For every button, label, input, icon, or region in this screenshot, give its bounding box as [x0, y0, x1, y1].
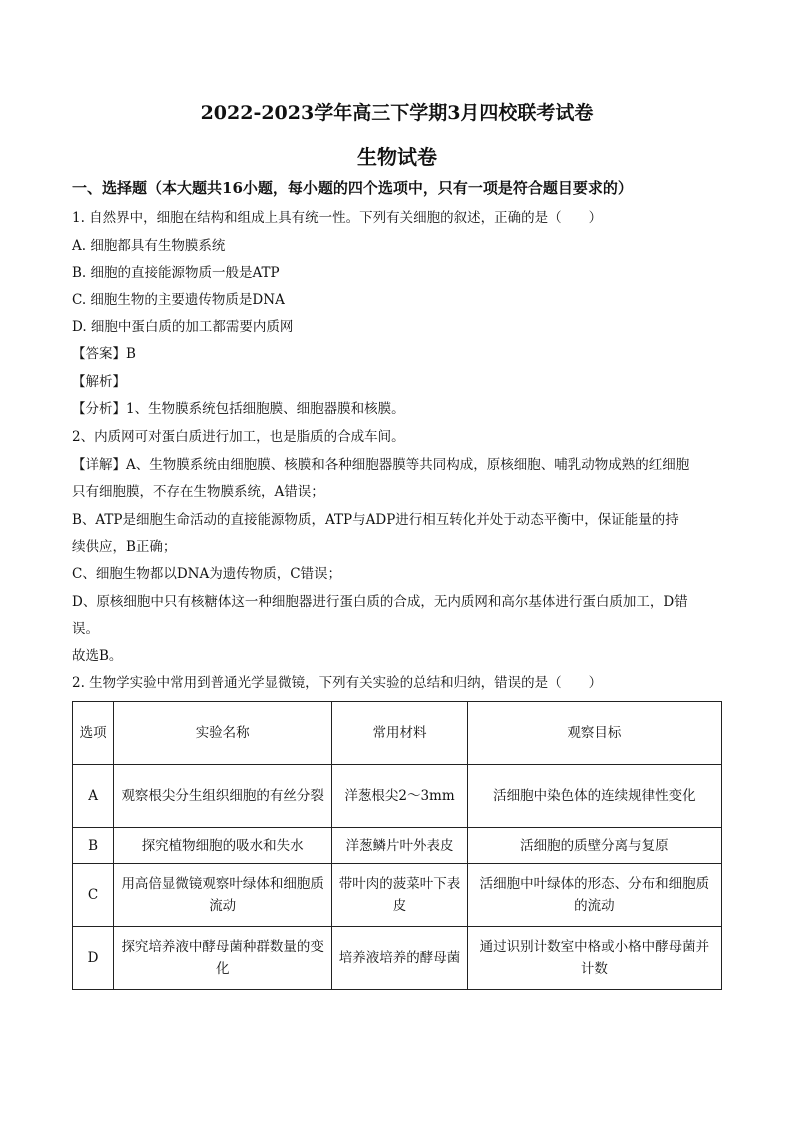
table-cell: 用高倍显微镜观察叶绿体和细胞质流动	[114, 864, 332, 927]
q1-explanation-line: D、原核细胞中只有核糖体这一种细胞器进行蛋白质的合成，无内质网和高尔基体进行蛋白质加工，D错	[72, 594, 688, 610]
table-cell: 活细胞的质壁分离与复原	[467, 828, 721, 864]
table-cell: 活细胞中染色体的连续规律性变化	[467, 765, 721, 828]
q1-conclusion: 故选B。	[72, 648, 123, 664]
q1-explanation-line: 误。	[72, 621, 99, 637]
table-row	[73, 828, 722, 864]
table-header-experiment: 实验名称	[114, 702, 332, 765]
q1-explanation-line: 续供应，B正确；	[72, 539, 177, 555]
q1-option-c: C. 细胞生物的主要遗传物质是DNA	[72, 292, 285, 308]
q1-answer: 【答案】B	[72, 346, 136, 362]
table-header-material: 常用材料	[332, 702, 468, 765]
table-cell: 洋葱根尖2～3mm	[332, 765, 468, 828]
q1-explanation-line: C、细胞生物都以DNA为遗传物质，C错误；	[72, 566, 342, 582]
table-cell: 活细胞中叶绿体的形态、分布和细胞质的流动	[467, 864, 721, 927]
table-cell: A	[73, 765, 114, 828]
q1-explanation-line: 只有细胞膜，不存在生物膜系统，A错误；	[72, 484, 325, 500]
q2-stem: 2. 生物学实验中常用到普通光学显微镜，下列有关实验的总结和归纳，错误的是（ ）	[72, 675, 603, 691]
q1-option-d: D. 细胞中蛋白质的加工都需要内质网	[72, 319, 294, 335]
table-cell: 探究培养液中酵母菌种群数量的变化	[114, 927, 332, 990]
table-cell: 探究植物细胞的吸水和失水	[114, 828, 332, 864]
table-header-option: 选项	[73, 702, 114, 765]
table-header-target: 观察目标	[467, 702, 721, 765]
q1-option-a: A. 细胞都具有生物膜系统	[72, 238, 226, 254]
exam-title: 2022-2023学年高三下学期3月四校联考试卷	[200, 102, 594, 124]
table-cell: 培养液培养的酵母菌	[332, 927, 468, 990]
table-row	[73, 765, 722, 828]
table-header-row	[73, 702, 722, 765]
q1-option-b: B. 细胞的直接能源物质一般是ATP	[72, 265, 280, 281]
section-heading: 一、选择题（本大题共16小题，每小题的四个选项中，只有一项是符合题目要求的）	[72, 179, 633, 197]
table-cell: 带叶肉的菠菜叶下表皮	[332, 864, 468, 927]
q1-explanation-line: 【分析】1、生物膜系统包括细胞膜、细胞器膜和核膜。	[72, 401, 405, 417]
table-cell: C	[73, 864, 114, 927]
q1-analysis-label: 【解析】	[72, 374, 126, 390]
exam-subtitle: 生物试卷	[357, 145, 437, 169]
table-cell: 洋葱鳞片叶外表皮	[332, 828, 468, 864]
table-row	[73, 927, 722, 990]
q1-explanation-line: 【详解】A、生物膜系统由细胞膜、核膜和各种细胞器膜等共同构成，原核细胞、哺乳动物成熟的红细胞	[72, 457, 690, 473]
q1-stem: 1. 自然界中，细胞在结构和组成上具有统一性。下列有关细胞的叙述，正确的是（ ）	[72, 210, 603, 226]
table-row	[73, 864, 722, 927]
table-cell: D	[73, 927, 114, 990]
table-cell: 通过识别计数室中格或小格中酵母菌并计数	[467, 927, 721, 990]
table-cell: B	[73, 828, 114, 864]
q2-experiment-table	[72, 701, 722, 990]
q1-explanation-line: B、ATP是细胞生命活动的直接能源物质，ATP与ADP进行相互转化并处于动态平衡中，保证能量的持	[72, 512, 679, 528]
q1-explanation-line: 2、内质网可对蛋白质进行加工，也是脂质的合成车间。	[72, 429, 405, 445]
table-cell: 观察根尖分生组织细胞的有丝分裂	[114, 765, 332, 828]
